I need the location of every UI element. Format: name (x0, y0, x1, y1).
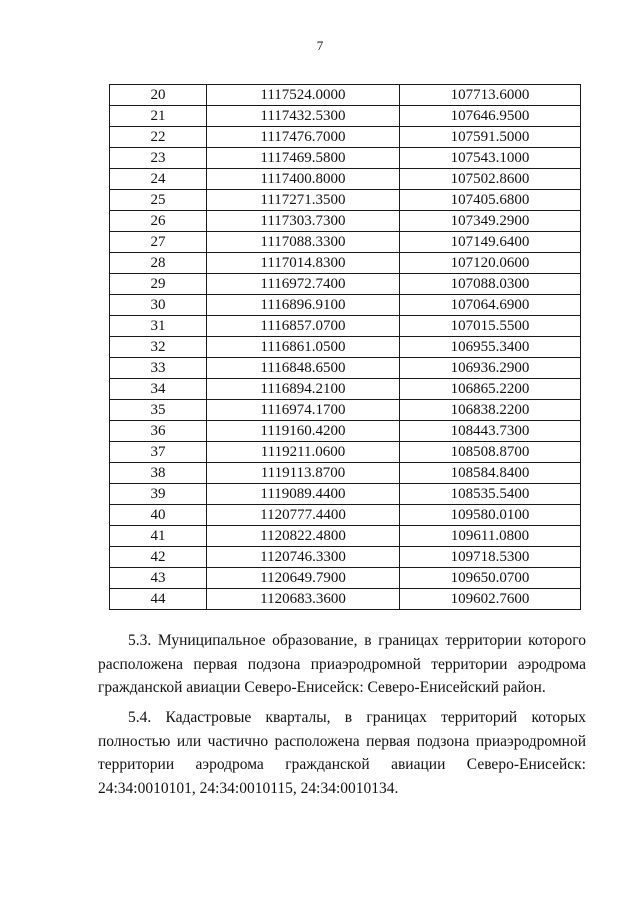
table-row (110, 337, 581, 358)
y-coordinate-cell: 106955.3400 (400, 337, 581, 358)
point-number-cell: 22 (110, 127, 207, 148)
point-number-cell: 44 (110, 589, 207, 610)
x-coordinate-cell: 1116972.7400 (207, 274, 400, 295)
table-row (110, 400, 581, 421)
x-coordinate-cell: 1120683.3600 (207, 589, 400, 610)
table-row (110, 316, 581, 337)
y-coordinate-cell: 108508.8700 (400, 442, 581, 463)
y-coordinate-cell: 106838.2200 (400, 400, 581, 421)
y-coordinate-cell: 107349.2900 (400, 211, 581, 232)
y-coordinate-cell: 107591.5000 (400, 127, 581, 148)
point-number-cell: 43 (110, 568, 207, 589)
point-number-cell: 36 (110, 421, 207, 442)
coordinates-table (109, 84, 581, 610)
table-row (110, 526, 581, 547)
y-coordinate-cell: 106865.2200 (400, 379, 581, 400)
table-row (110, 169, 581, 190)
x-coordinate-cell: 1117432.5300 (207, 106, 400, 127)
x-coordinate-cell: 1116894.2100 (207, 379, 400, 400)
x-coordinate-cell: 1119113.8700 (207, 463, 400, 484)
y-coordinate-cell: 109650.0700 (400, 568, 581, 589)
y-coordinate-cell: 109718.5300 (400, 547, 581, 568)
point-number-cell: 20 (110, 85, 207, 106)
x-coordinate-cell: 1120649.7900 (207, 568, 400, 589)
y-coordinate-cell: 107064.6900 (400, 295, 581, 316)
x-coordinate-cell: 1117088.3300 (207, 232, 400, 253)
table-row (110, 190, 581, 211)
page-number: 7 (316, 38, 324, 53)
y-coordinate-cell: 107120.0600 (400, 253, 581, 274)
y-coordinate-cell: 106936.2900 (400, 358, 581, 379)
table-row (110, 463, 581, 484)
y-coordinate-cell: 107713.6000 (400, 85, 581, 106)
x-coordinate-cell: 1120822.4800 (207, 526, 400, 547)
table-row (110, 274, 581, 295)
point-number-cell: 27 (110, 232, 207, 253)
table-row (110, 505, 581, 526)
x-coordinate-cell: 1117271.3500 (207, 190, 400, 211)
paragraph-5-4: 5.4. Кадастровые кварталы, в границах территорий которых полностью или частично расположена первая подзона приаэродромной территории аэродрома гражданской авиации Северо-Енисейск: 24:34:0010101, 24:34:0010115, 24:34:0010134. (98, 709, 586, 797)
x-coordinate-cell: 1116861.0500 (207, 337, 400, 358)
x-coordinate-cell: 1119211.0600 (207, 442, 400, 463)
y-coordinate-cell: 107543.1000 (400, 148, 581, 169)
point-number-cell: 38 (110, 463, 207, 484)
y-coordinate-cell: 109602.7600 (400, 589, 581, 610)
x-coordinate-cell: 1116896.9100 (207, 295, 400, 316)
x-coordinate-cell: 1117524.0000 (207, 85, 400, 106)
table-row (110, 484, 581, 505)
point-number-cell: 39 (110, 484, 207, 505)
table-row (110, 148, 581, 169)
table-row (110, 85, 581, 106)
point-number-cell: 41 (110, 526, 207, 547)
table-row (110, 106, 581, 127)
y-coordinate-cell: 108443.7300 (400, 421, 581, 442)
y-coordinate-cell: 107149.6400 (400, 232, 581, 253)
point-number-cell: 34 (110, 379, 207, 400)
point-number-cell: 21 (110, 106, 207, 127)
table-row (110, 253, 581, 274)
x-coordinate-cell: 1117400.8000 (207, 169, 400, 190)
point-number-cell: 25 (110, 190, 207, 211)
table-row (110, 295, 581, 316)
point-number-cell: 30 (110, 295, 207, 316)
x-coordinate-cell: 1117303.7300 (207, 211, 400, 232)
x-coordinate-cell: 1117014.8300 (207, 253, 400, 274)
table-row (110, 379, 581, 400)
point-number-cell: 24 (110, 169, 207, 190)
point-number-cell: 35 (110, 400, 207, 421)
y-coordinate-cell: 107015.5500 (400, 316, 581, 337)
x-coordinate-cell: 1116857.0700 (207, 316, 400, 337)
point-number-cell: 42 (110, 547, 207, 568)
x-coordinate-cell: 1116974.1700 (207, 400, 400, 421)
y-coordinate-cell: 108584.8400 (400, 463, 581, 484)
table-row (110, 442, 581, 463)
coordinates-table-body (110, 85, 581, 610)
point-number-cell: 23 (110, 148, 207, 169)
y-coordinate-cell: 108535.5400 (400, 484, 581, 505)
table-row (110, 211, 581, 232)
table-row (110, 589, 581, 610)
y-coordinate-cell: 109611.0800 (400, 526, 581, 547)
y-coordinate-cell: 107088.0300 (400, 274, 581, 295)
point-number-cell: 32 (110, 337, 207, 358)
table-row (110, 568, 581, 589)
y-coordinate-cell: 107646.9500 (400, 106, 581, 127)
x-coordinate-cell: 1120777.4400 (207, 505, 400, 526)
table-row (110, 547, 581, 568)
point-number-cell: 29 (110, 274, 207, 295)
x-coordinate-cell: 1117476.7000 (207, 127, 400, 148)
x-coordinate-cell: 1120746.3300 (207, 547, 400, 568)
y-coordinate-cell: 107405.6800 (400, 190, 581, 211)
paragraph-5-3: 5.3. Муниципальное образование, в границах территории которого расположена первая подзона приаэродромной территории аэродрома гражданской авиации Северо-Енисейск: Северо-Енисейский район. (98, 632, 586, 696)
point-number-cell: 40 (110, 505, 207, 526)
x-coordinate-cell: 1119160.4200 (207, 421, 400, 442)
y-coordinate-cell: 109580.0100 (400, 505, 581, 526)
table-row (110, 421, 581, 442)
table-row (110, 232, 581, 253)
x-coordinate-cell: 1116848.6500 (207, 358, 400, 379)
point-number-cell: 33 (110, 358, 207, 379)
point-number-cell: 31 (110, 316, 207, 337)
x-coordinate-cell: 1117469.5800 (207, 148, 400, 169)
table-row (110, 358, 581, 379)
point-number-cell: 37 (110, 442, 207, 463)
point-number-cell: 26 (110, 211, 207, 232)
table-row (110, 127, 581, 148)
x-coordinate-cell: 1119089.4400 (207, 484, 400, 505)
point-number-cell: 28 (110, 253, 207, 274)
y-coordinate-cell: 107502.8600 (400, 169, 581, 190)
